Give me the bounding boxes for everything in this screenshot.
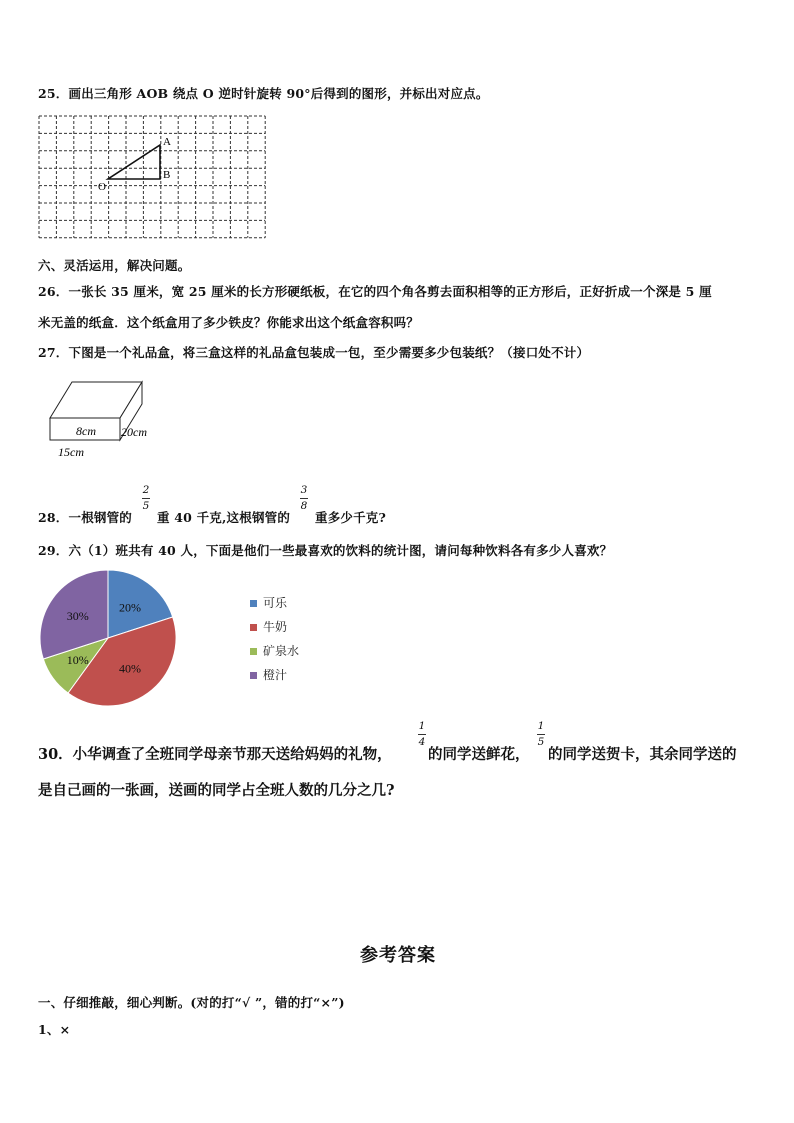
pie-label-1: 20% [118, 600, 141, 615]
q28-text-part2: 重 40 千克,这根钢管的 [157, 510, 291, 525]
pie-label-2: 40% [118, 661, 141, 676]
q30-text-part3: 的同学送贺卡，其余同学送的 [548, 746, 737, 763]
q30-fraction-1-4 [416, 720, 428, 749]
legend-swatch [250, 648, 257, 655]
frac-numerator: 3 [300, 484, 308, 496]
dim-length-label: 15cm [58, 445, 84, 459]
pie-chart [36, 566, 186, 712]
triangle-aob [108, 145, 160, 179]
legend-item [250, 666, 287, 682]
frac-numerator: 1 [537, 720, 545, 732]
pie-legend [250, 594, 370, 684]
frac-numerator: 1 [418, 720, 426, 732]
answers-section1: 一、仔细推敲，细心判断。(对的打“√ ”，错的打“×”) [38, 995, 345, 1010]
q28-fraction-2-5 [140, 484, 152, 513]
q26-line1: 26．一张长 35 厘米，宽 25 厘米的长方形硬纸板，在它的四个角各剪去面积相等的正方形后，正好折成一个深是 5 厘 [38, 284, 712, 299]
frac-denominator: 4 [418, 736, 426, 748]
fraction-bar [142, 498, 150, 499]
answer-1: 1、× [38, 1022, 71, 1037]
fraction-bar [537, 734, 545, 735]
legend-swatch [250, 624, 257, 631]
pie-label-3: 10% [66, 652, 89, 667]
label-b: B [163, 169, 171, 181]
legend-label: 矿泉水 [263, 644, 300, 658]
pie-label-4: 30% [66, 609, 89, 624]
fraction-bar [300, 498, 308, 499]
label-o: O [98, 181, 106, 193]
dim-width-label: 20cm [121, 425, 147, 439]
legend-item [250, 618, 287, 634]
legend-label: 牛奶 [263, 620, 288, 634]
q28-fraction-3-8 [298, 484, 310, 513]
q25-text: 25．画出三角形 AOB 绕点 O 逆时针旋转 90°后得到的图形，并标出对应点。 [38, 86, 489, 101]
q28-text-part3: 重多少千克? [315, 510, 387, 525]
fraction-bar [418, 734, 426, 735]
legend-label: 橙汁 [263, 668, 288, 682]
q26-line2: 米无盖的纸盒．这个纸盒用了多少铁皮？你能求出这个纸盒容积吗？ [38, 315, 420, 330]
frac-denominator: 5 [537, 736, 545, 748]
dim-height-label: 8cm [76, 424, 96, 438]
frac-denominator: 5 [142, 500, 150, 512]
q30-fraction-1-5 [535, 720, 547, 749]
q25-grid-figure [36, 113, 272, 248]
q30-text-part2: 的同学送鲜花， [428, 746, 530, 763]
section6-heading: 六、灵活运用，解决问题。 [38, 258, 191, 273]
gift-box-figure [44, 374, 174, 466]
frac-denominator: 8 [300, 500, 308, 512]
answers-title: 参考答案 [360, 945, 436, 966]
legend-swatch [250, 672, 257, 679]
q30-line2: 是自己画的一张画，送画的同学占全班人数的几分之几? [38, 782, 395, 799]
q29-text: 29．六（1）班共有 40 人，下面是他们一些最喜欢的饮料的统计图，请问每种饮料各有多少人喜欢？ [38, 543, 613, 558]
legend-swatch [250, 600, 257, 607]
frac-numerator: 2 [142, 484, 150, 496]
q30-text-part1: 30．小华调查了全班同学母亲节那天送给妈妈的礼物， [38, 746, 392, 763]
dashed-grid [39, 116, 265, 238]
legend-item [250, 642, 299, 658]
q27-text: 27．下图是一个礼品盒，将三盒这样的礼品盒包装成一包，至少需要多少包装纸？（接口处不计） [38, 345, 590, 360]
label-a: A [163, 136, 171, 148]
legend-item [250, 594, 287, 610]
legend-label: 可乐 [263, 596, 288, 610]
q28-text-part1: 28．一根钢管的 [38, 510, 132, 525]
